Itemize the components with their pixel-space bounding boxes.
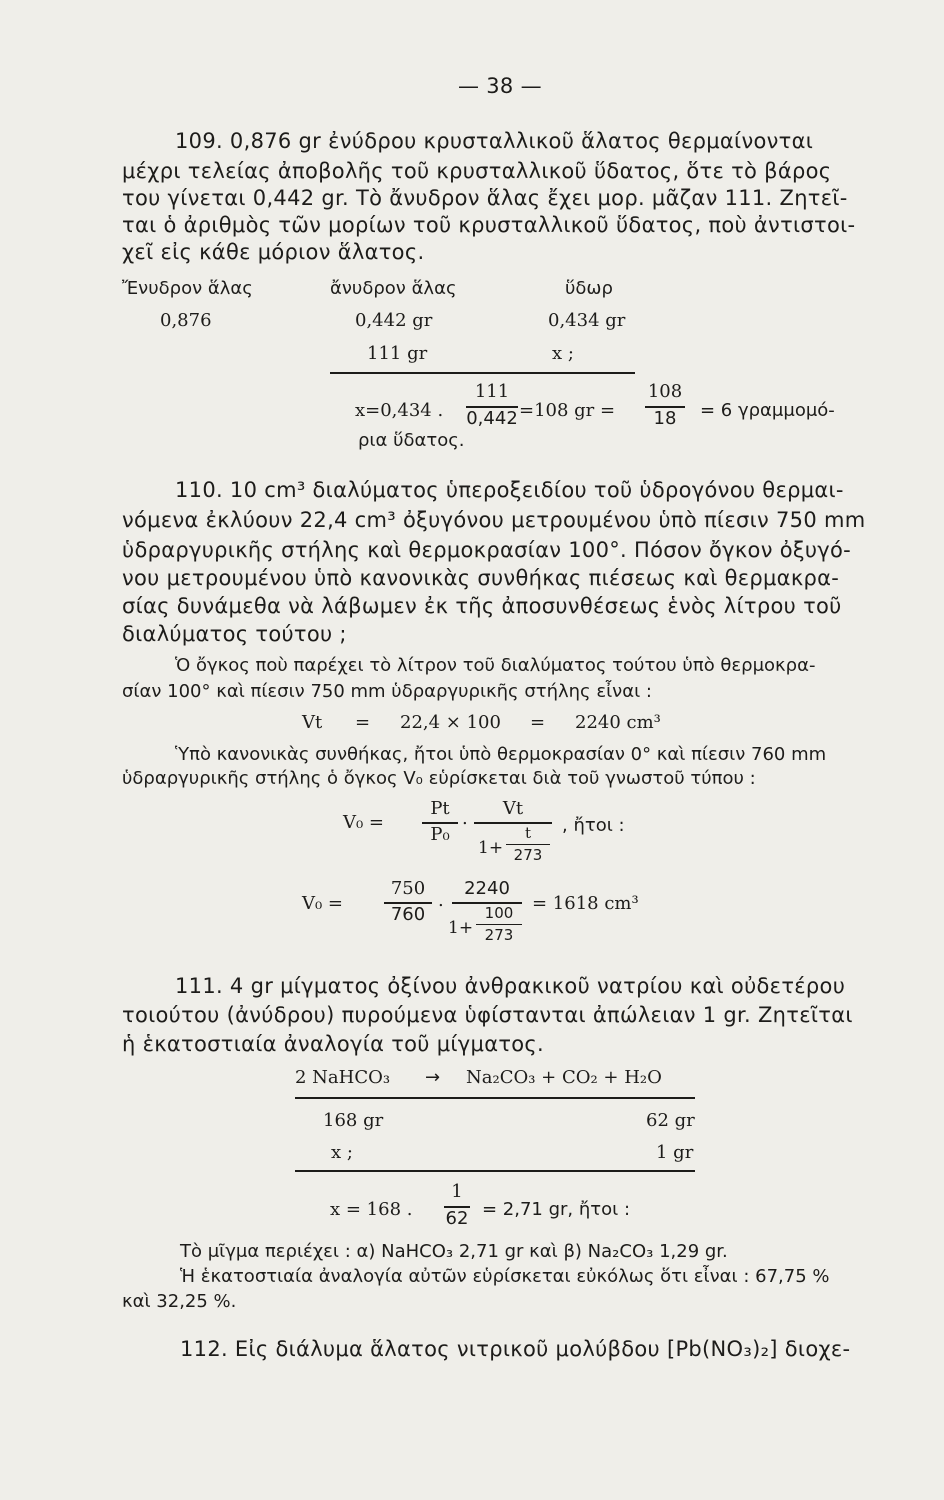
p111-row1-right: 62 gr <box>646 1110 695 1131</box>
p111-calc-den: 62 <box>445 1208 469 1229</box>
p110-formula-lhs: V₀ = <box>343 812 385 833</box>
p110-formula-bar-3 <box>506 844 550 845</box>
p110-formula-den1: P₀ <box>430 824 450 845</box>
p110-calc-rhs: = 1618 cm³ <box>532 893 639 914</box>
p110-calc-den-small-num: 100 <box>484 904 514 922</box>
p110-formula-dot: . <box>462 808 468 829</box>
p109-header-anhydrous: ἄνυδρον ἅλας <box>330 278 457 299</box>
p110-formula-den-small-num: t <box>524 824 532 842</box>
p111-reaction-right: Na₂CO₃ + CO₂ + H₂O <box>466 1067 662 1088</box>
p110-calc-den1: 760 <box>390 904 426 925</box>
p109-calc-num1: 111 <box>474 381 510 402</box>
p111-table-rule-2 <box>295 1170 695 1172</box>
p110-calc-den-small-den: 273 <box>484 926 514 944</box>
p111-calc-lhs: x = 168 . <box>330 1199 413 1220</box>
p109-line-5: χεῖ εἰς κάθε μόριον ἅλατος. <box>122 240 425 264</box>
p109-row2-water: x ; <box>552 343 574 364</box>
p110-line-5: σίας δυνάμεθα νὰ λάβωμεν ἐκ τῆς ἀποσυνθέσεως ἑνὸς λίτρου τοῦ <box>122 594 842 618</box>
p111-result-line-2: Ἡ ἑκατοστιαία ἀναλογία αὐτῶν εὑρίσκεται εὐκόλως ὅτι εἶναι : 67,75 % <box>180 1266 830 1287</box>
p109-calc-cont: ρια ὕδατος. <box>358 430 465 451</box>
p111-table-rule-1 <box>295 1097 695 1099</box>
p109-calc-den2: 18 <box>653 408 677 429</box>
p110-line-2: νόμενα ἐκλύουν 22,4 cm³ ὀξυγόνου μετρουμένου ὑπὸ πίεσιν 750 mm <box>122 508 866 532</box>
p111-calc-num: 1 <box>451 1181 463 1202</box>
p109-calc-mid: =108 gr = <box>519 400 616 421</box>
p110-eq1-vt: Vt <box>302 712 323 733</box>
p109-row1-anhydrous: 0,442 gr <box>355 310 433 331</box>
p110-calc-den-prefix: 1+ <box>448 918 474 938</box>
p110-formula-den-small-den: 273 <box>513 846 543 864</box>
p110-sol2-line-1: Ὑπὸ κανονικὰς συνθήκας, ἤτοι ὑπὸ θερμοκρασίαν 0° καὶ πίεσιν 760 mm <box>175 744 827 765</box>
p110-line-3: ὑδραργυρικῆς στήλης καὶ θερμοκρασίαν 100°. Πόσον ὄγκον ὀξυγό- <box>122 538 852 562</box>
p111-reaction-arrow: → <box>425 1067 441 1088</box>
p110-line-4: νου μετρουμένου ὑπὸ κανονικὰς συνθήκας πιέσεως καὶ θερμακρα- <box>122 566 840 590</box>
p110-eq1-product: 22,4 × 100 <box>400 712 501 733</box>
p110-formula-num2: Vt <box>502 798 524 819</box>
p109-row1-water: 0,434 gr <box>548 310 626 331</box>
p111-result-line-3: καὶ 32,25 %. <box>122 1291 237 1312</box>
p111-calc-rhs: = 2,71 gr, ἤτοι : <box>482 1199 631 1220</box>
p109-calc-den1: 0,442 <box>466 408 518 429</box>
p111-reaction-left: 2 NaHCO₃ <box>295 1067 391 1088</box>
p111-row2-right: 1 gr <box>656 1142 694 1163</box>
p111-row2-left: x ; <box>331 1142 353 1163</box>
page-number: — 38 — <box>458 74 542 98</box>
p110-calc-bar-3 <box>476 924 522 925</box>
p110-formula-num1: Pt <box>430 798 450 819</box>
p109-calc-lhs: x=0,434 . <box>355 400 444 421</box>
p110-calc-num1: 750 <box>390 878 426 899</box>
p110-eq1-eq1: = <box>355 712 371 733</box>
p109-row2-anhydrous: 111 gr <box>367 343 428 364</box>
p109-header-water: ὕδωρ <box>565 278 613 299</box>
p112-line-1: 112. Εἰς διάλυμα ἅλατος νιτρικοῦ μολύβδου [Pb(NO₃)₂] διοχε- <box>180 1337 851 1361</box>
p111-row1-left: 168 gr <box>323 1110 384 1131</box>
p111-result-line-1: Τὸ μῖγμα περιέχει : α) NaHCO₃ 2,71 gr καὶ β) Na₂CO₃ 1,29 gr. <box>180 1241 728 1262</box>
p110-calc-lhs: V₀ = <box>302 893 344 914</box>
p110-eq1-result: 2240 cm³ <box>575 712 661 733</box>
p110-sol1-line-1: Ὁ ὄγκος ποὺ παρέχει τὸ λίτρον τοῦ διαλύματος τούτου ὑπὸ θερμοκρα- <box>175 655 816 676</box>
p110-line-1: 110. 10 cm³ διαλύματος ὑπεροξειδίου τοῦ ὑδρογόνου θερμαι- <box>175 478 844 502</box>
p110-line-6: διαλύματος τούτου ; <box>122 622 347 646</box>
p109-header-hydrated: Ἔνυδρον ἅλας <box>122 278 253 299</box>
p109-calc-rhs: = 6 γραμμομό- <box>700 400 835 421</box>
p109-row1-hydrated: 0,876 <box>160 310 212 331</box>
p109-line-2: μέχρι τελείας ἀποβολῆς τοῦ κρυσταλλικοῦ ὕδατος, ὅτε τὸ βάρος <box>122 159 832 183</box>
p110-formula-den-prefix: 1+ <box>478 838 504 858</box>
p110-eq1-eq2: = <box>530 712 546 733</box>
p110-calc-num2: 2240 <box>464 878 510 899</box>
p110-sol1-line-2: σίαν 100° καὶ πίεσιν 750 mm ὑδραργυρικῆς στήλης εἶναι : <box>122 681 652 702</box>
p111-line-3: ἡ ἑκατοστιαία ἀναλογία τοῦ μίγματος. <box>122 1032 545 1056</box>
p110-calc-dot: . <box>438 890 444 911</box>
p109-calc-num2: 108 <box>647 381 683 402</box>
p111-line-1: 111. 4 gr μίγματος ὀξίνου ἀνθρακικοῦ νατρίου καὶ οὐδετέρου <box>175 974 846 998</box>
p110-formula-tail: , ἤτοι : <box>562 815 625 836</box>
p109-line-3: του γίνεται 0,442 gr. Τὸ ἄνυδρον ἅλας ἔχει μορ. μᾶζαν 111. Ζητεῖ- <box>122 186 848 210</box>
p109-table-rule <box>330 372 635 374</box>
p109-line-1: 109. 0,876 gr ἐνύδρου κρυσταλλικοῦ ἅλατος θερμαίνονται <box>175 129 814 153</box>
p110-sol2-line-2: ὑδραργυρικῆς στήλης ὁ ὄγκος V₀ εὑρίσκεται διὰ τοῦ γνωστοῦ τύπου : <box>122 768 756 789</box>
p111-line-2: τοιούτου (ἀνύδρου) πυρούμενα ὑφίστανται ἀπώλειαν 1 gr. Ζητεῖται <box>122 1003 853 1027</box>
p109-line-4: ται ὁ ἀριθμὸς τῶν μορίων τοῦ κρυσταλλικοῦ ὕδατος, ποὺ ἀντιστοι- <box>122 213 856 237</box>
